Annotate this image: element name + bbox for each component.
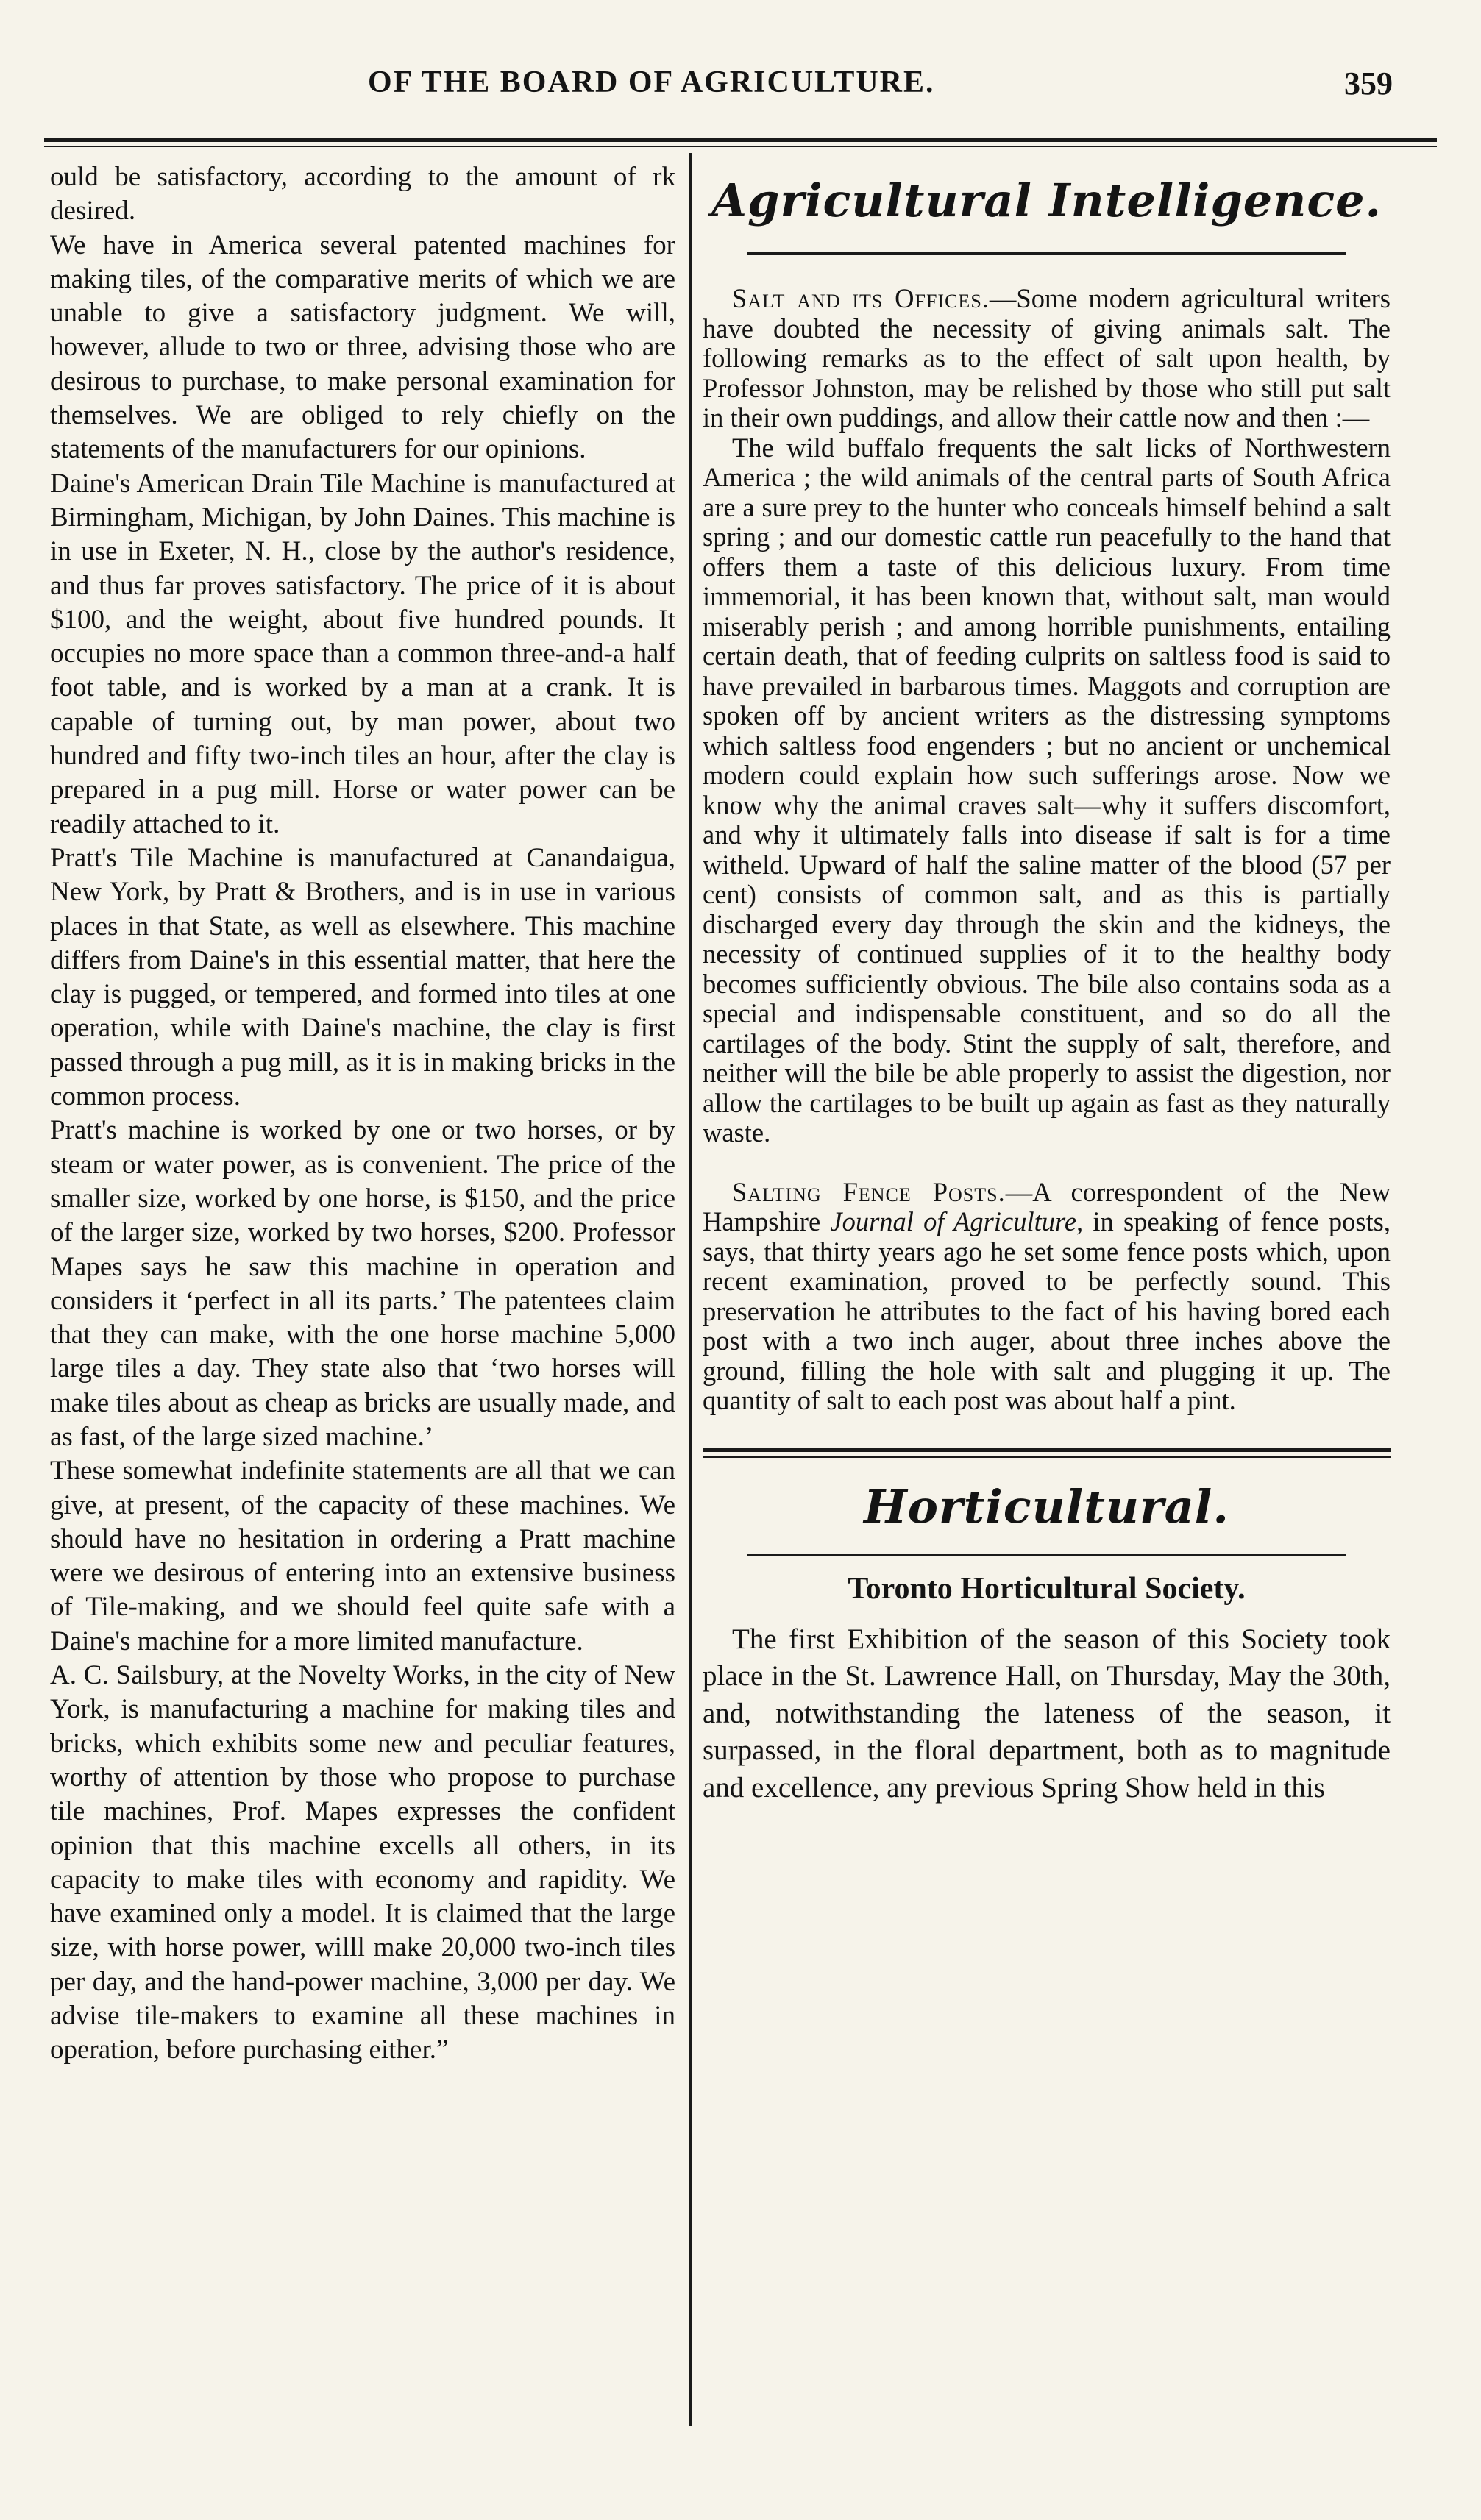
paragraph-sailsbury-machine: A. C. Sailsbury, at the Novelty Works, in the city of New York, is manufacturing a machine for making tiles and bricks, which exhibits some new and peculiar features, worthy of attention by those who propose to purchase tile machines, Prof. Mapes expresses the confident opinion that this machine excells all others, in its capacity to make tiles with economy and rapidity. We have examined only a model. It is claimed that the large size, with horse power, willl make 20,000 two-inch tiles per day, and the hand-power machine, 3,000 per day. We advise tile-makers to examine all these machines in operation, before purchasing either.” [50, 1660, 675, 2065]
paragraph-indefinite-statements: These somewhat indefinite statements are all that we can give, at present, of the capacity of these machines. We should have no hesitation in ordering a Pratt machine were we desirous of entering into an extensive business of Tile-making, and we should feel quite safe with a Daine's machine for a more limited manufacture. [50, 1456, 675, 1656]
fence-text-a: —A correspondent of the New Hampshire [703, 1176, 1391, 1236]
section-heading-horticultural: Horticultural. [864, 1479, 1229, 1534]
section-rule [747, 252, 1346, 255]
section-heading-agricultural-intelligence: Agricultural Intelligence. [711, 174, 1382, 227]
page-number: 359 [1344, 65, 1393, 102]
article-salt-offices-body: The wild buffalo frequents the salt licks of Northwestern America ; the wild animals of the central parts of South Africa are a sure prey to the hunter who conceals himself behind a salt spring ; and our domestic cattle run peacefully to the hand that offers them a taste of this delicious luxury. From time immemorial, it has been known that, without salt, man would miserably perish ; and among horrible punishments, entailing certain death, that of feeding culprits on saltless food is said to have prevailed in barbarous times. Maggots and corruption are spoken off by ancient writers as the distressing symptoms which saltless food engenders ; but no ancient or unchemical modern could explain how such sufferings arose. Now we know why the animal craves salt—why it suffers discomfort, and why it ultimately falls into disease if salt is for a time witheld. Upward of half the saline matter of the blood (57 per cent) consists of common salt, and as this is partially discharged every day through the skin and the kidneys, the necessity of continued supplies of it to the healthy body becomes sufficiently obvious. The bile also contains soda as a special and indispensable constituent, and so do all the cartilages of the body. Stint the supply of salt, therefore, and neither will the bile be able properly to assist the digestion, nor allow the cartilages to be built up again as fast as they naturally waste. [703, 432, 1391, 1147]
right-column [703, 160, 1391, 1807]
column-divider [689, 153, 692, 2426]
journal-title: Journal of Agriculture, [830, 1206, 1084, 1236]
header-rule-thick [44, 138, 1437, 142]
paragraph-patented-machines: We have in America several patented machines for making tiles, of the comparative merits of which we are unable to give a satisfactory judgment. We will, however, allude to two or three, advising those who are desirous to purchase, to make personal examination for themselves. We are obliged to rely chiefly on the statements of the manufacturers for our opinions. [50, 229, 675, 465]
fence-text-b: in speaking of fence posts, says, that thirty years ago he set some fence posts which, upon recent examination, proved to be perfectly sound. This preservation he attributes to the fact of his having bored each post with a two inch auger, about three inches above the ground, filling the hole with salt and plugging it up. The quantity of salt to each post was about half a pint. [703, 1206, 1391, 1415]
running-title: OF THE BOARD OF AGRICULTURE. [368, 65, 935, 99]
article-salting-fence-posts [703, 1178, 1391, 1416]
salt-intro-text: —Some modern agricultural writers have doubted the necessity of giving animals salt. The following remarks as to the effect of salt upon health, by Professor Johnston, may be relished by those who still put salt in their own puddings, and allow their cattle now and then :— [703, 283, 1391, 433]
runin-salt-offices: Salt and its Offices. [732, 283, 990, 313]
section-rule-thick [703, 1448, 1391, 1452]
header-rule-thin [44, 146, 1437, 147]
society-title: Toronto Horticultural Society. [848, 1571, 1246, 1606]
section-rule-thin [703, 1456, 1391, 1458]
runin-salting-fence-posts: Salting Fence Posts. [732, 1176, 1006, 1207]
left-column [50, 160, 675, 2068]
running-header [44, 65, 1437, 124]
paragraph-pratts-machine: Pratt's Tile Machine is manufactured at Canandaigua, New York, by Pratt & Brothers, and is in use in various places in that State, as well as elsewhere. This machine differs from Daine's in this essential matter, that here the clay is pugged, or tempered, and formed into tiles at one operation, while with Daine's machine, the clay is first passed through a pug mill, as it is in making bricks in the common process. [50, 842, 675, 1112]
paragraph-pratts-operation: Pratt's machine is worked by one or two horses, or by steam or water power, as is convenient. The price of the smaller size, worked by one horse, is $150, and the price of the larger size, worked by two horses, $200. Professor Mapes says he saw this machine in operation and considers it ‘perfect in all its parts.’ The patentees claim that they can make, with the one horse machine 5,000 large tiles a day. They state also that ‘two horses will make tiles about as cheap as bricks are usually made, and as fast, of the large sized machine.’ [50, 1115, 675, 1452]
horticultural-rule [747, 1554, 1346, 1556]
paragraph-continuation: ould be satisfactory, according to the amount of rk desired. [50, 162, 675, 227]
article-salt-offices-intro [703, 284, 1391, 433]
paragraph-first-exhibition: The first Exhibition of the season of this Society took place in the St. Lawrence Hall, on Thursday, May the 30th, and, notwithstanding the lateness of the season, it surpassed, in the floral department, both as to magnitude and excellence, any previous Spring Show held in this [703, 1623, 1391, 1804]
paragraph-daines-machine: Daine's American Drain Tile Machine is manufactured at Birmingham, Michigan, by John Daines. This machine is in use in Exeter, N. H., close by the author's residence, and thus far proves satisfactory. The price of it is about $100, and the weight, about five hundred pounds. It occupies no more space than a common three-and-a half foot table, and is worked by a man at a crank. It is capable of turning out, by man power, about two hundred and fifty two-inch tiles an hour, after the clay is prepared in a pug mill. Horse or water power can be readily attached to it. [50, 468, 675, 839]
